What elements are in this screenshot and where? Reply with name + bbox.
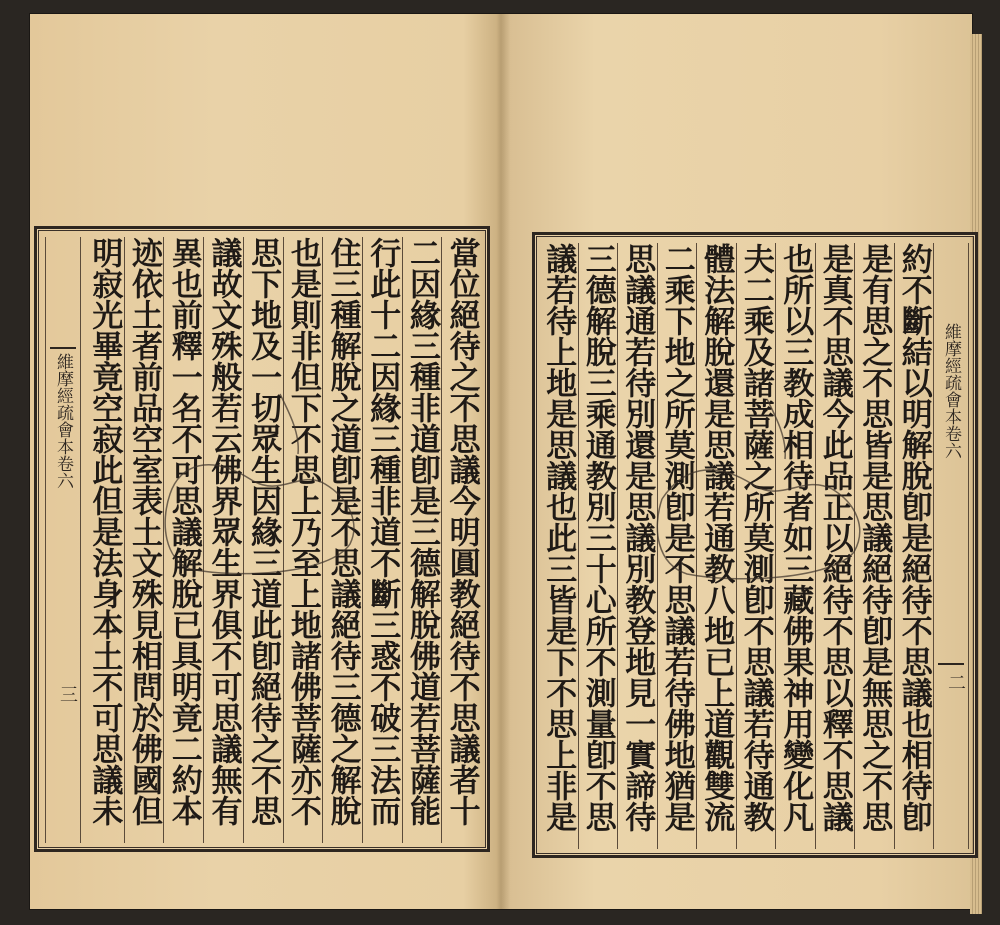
- right-margin-title: 維摩經疏會本卷六: [941, 323, 961, 459]
- text-column: [402, 237, 442, 843]
- left-text-columns: [85, 237, 481, 843]
- text-column: [539, 243, 578, 849]
- left-folio-number: 三: [57, 685, 78, 703]
- text-column: [815, 243, 855, 849]
- text-column: [362, 237, 402, 843]
- column-text: 思議通若待別還是思議別教登地見一實諦待: [619, 243, 656, 832]
- column-text: 二乘下地之所莫測卽是不思議若待佛地猶是: [658, 243, 695, 832]
- column-text: 當位絕待之不思議今明圓教絕待不思議者十: [443, 237, 480, 826]
- column-text: 議故文殊般若云佛界眾生界俱不可思議無有: [205, 237, 242, 826]
- column-text: 也是則非但下不思上乃至上地諸佛菩薩亦不: [284, 237, 321, 826]
- text-column: [163, 237, 203, 843]
- open-book: [30, 14, 972, 909]
- column-text: 體法解脫還是思議若通教八地已上道觀雙流: [698, 243, 735, 832]
- text-column: [657, 243, 697, 849]
- right-print-block: [532, 232, 978, 858]
- column-text: 異也前釋一名不可思議解脫已具明竟二約本: [165, 237, 202, 826]
- column-text: 是真不思議今此品正以絕待不思以釋不思議: [816, 243, 853, 832]
- text-column: [283, 237, 323, 843]
- right-text-columns: [539, 243, 933, 849]
- text-column: [854, 243, 894, 849]
- left-margin-title: 維摩經疏會本卷六: [53, 353, 73, 489]
- column-text: 思下地及一切眾生因緣三道此卽絕待之不思: [245, 237, 282, 826]
- right-page: [502, 14, 972, 909]
- column-text: 約不斷結以明解脫卽是絕待不思議也相待卽: [895, 243, 932, 832]
- text-column: [243, 237, 283, 843]
- column-text: 議若待上地是思議也此三皆是下不思上非是: [540, 243, 577, 832]
- left-fold-margin: [45, 237, 81, 843]
- text-column: [322, 237, 362, 843]
- column-text: 三德解脫三乘通教別三十心所不測量卽不思: [579, 243, 616, 832]
- column-text: 明寂光畢竟空寂此但是法身本土不可思議未: [86, 237, 123, 826]
- column-text: 夫二乘及諸菩薩之所莫測卽不思議若待通教: [737, 243, 774, 832]
- left-page: [30, 14, 500, 909]
- column-text: 二因緣三種非道卽是三德解脫佛道若菩薩能: [403, 237, 440, 826]
- text-column: [894, 243, 934, 849]
- right-fold-margin: [933, 243, 969, 849]
- column-text: 迹依土者前品空室表土文殊見相問於佛國但: [126, 237, 163, 826]
- fishtail-mark: [50, 347, 76, 349]
- text-column: [203, 237, 243, 843]
- text-column: [124, 237, 164, 843]
- fishtail-mark: [938, 663, 964, 665]
- text-column: [441, 237, 481, 843]
- left-print-block: [34, 226, 490, 852]
- column-text: 是有思之不思皆是思議絕待卽是無思之不思: [856, 243, 893, 832]
- text-column: [617, 243, 657, 849]
- column-text: 行此十二因緣三種非道不斷三惑不破三法而: [364, 237, 401, 826]
- text-column: [775, 243, 815, 849]
- text-column: [736, 243, 776, 849]
- column-text: 也所以三教成相待者如三藏佛果神用變化凡: [777, 243, 814, 832]
- text-column: [85, 237, 124, 843]
- right-folio-number: 二: [945, 673, 966, 691]
- text-column: [696, 243, 736, 849]
- text-column: [578, 243, 618, 849]
- column-text: 住三種解脫之道卽是不思議絕待三德之解脫: [324, 237, 361, 826]
